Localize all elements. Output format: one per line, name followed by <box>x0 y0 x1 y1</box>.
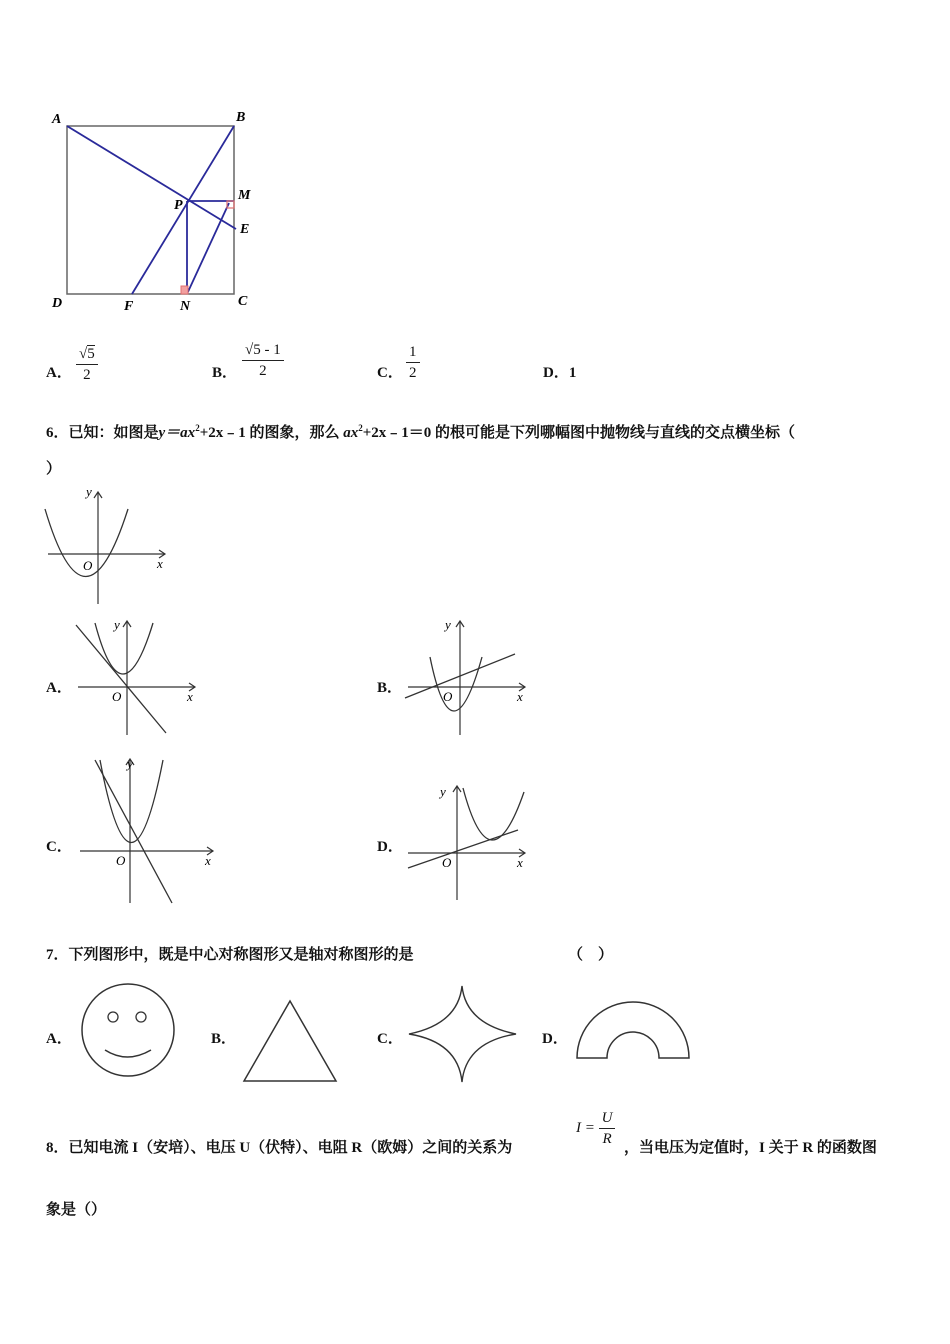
q6-question-text <box>46 421 795 442</box>
q6-y-eq: y＝ax <box>158 425 196 441</box>
q5-option-b-letter: B． <box>212 365 238 381</box>
q6-main-y-label: y <box>86 484 92 499</box>
q6-b-o-label: O <box>443 689 453 704</box>
q6-main-o-label: O <box>83 558 93 573</box>
q6-option-a-letter: A． <box>46 680 72 696</box>
line-nm <box>187 203 229 294</box>
q8-question-text-after: ，当电压为定值时，I 关于 R 的函数图 <box>624 1140 877 1156</box>
q5-a-num: 5 <box>87 346 95 362</box>
q6-d-x-label: x <box>517 855 523 870</box>
q8-formula <box>576 1108 615 1149</box>
q5-option-d-value: 1 <box>568 365 577 381</box>
line-bf <box>132 126 234 294</box>
q6-after-ax: +2x﹣1＝0 的根可能是下列哪幅图中抛物线与直线的交点横坐标（ <box>362 425 796 441</box>
q7-option-a-letter: A． <box>46 1031 72 1047</box>
q6-option-b-letter: B． <box>377 680 403 696</box>
q6-b-x-label: x <box>517 689 523 704</box>
q6-main-graph <box>40 484 175 609</box>
q8-question-text-before: 8．已知电流 I（安培）、电压 U（伏特）、电阻 R（欧姆）之间的关系为 <box>46 1140 513 1156</box>
q6-a-o-label: O <box>112 689 122 704</box>
q6-a-y-label: y <box>114 617 120 632</box>
q5-b-den: 2 <box>259 363 267 379</box>
right-angle-n <box>181 286 188 294</box>
q6-c-y-label: y <box>127 756 133 771</box>
q6-exp-1: 2 <box>195 423 200 433</box>
q7-four-point-star-figure[interactable] <box>405 982 520 1086</box>
q6-main-x-label: x <box>157 556 163 571</box>
label-b: B <box>236 110 246 125</box>
q8-question-line2: 象是（） <box>46 1202 107 1218</box>
q6-d-y-label: y <box>440 784 446 799</box>
q7-triangle-figure[interactable] <box>240 995 340 1087</box>
q6-option-b-graph[interactable] <box>400 615 535 740</box>
q6-d-o-label: O <box>442 855 452 870</box>
line-ae <box>67 126 236 229</box>
q6-option-c-graph[interactable] <box>75 755 220 905</box>
q6-option-d-graph[interactable] <box>400 780 535 905</box>
q6-c-x-label: x <box>205 853 211 868</box>
q5-b-num: 5 - 1 <box>253 342 281 358</box>
q8-formula-fraction <box>599 1108 616 1149</box>
q6-exp-2: 2 <box>358 423 363 433</box>
q6-option-a-graph[interactable] <box>70 615 205 740</box>
label-c: C <box>238 294 248 309</box>
label-a: A <box>52 112 62 127</box>
label-d: D <box>52 296 63 311</box>
q5-option-c-fraction <box>406 342 420 383</box>
q6-after-y: +2x﹣1 的图象，那么 <box>199 425 340 441</box>
q5-c-den: 2 <box>409 365 417 381</box>
label-e: E <box>240 222 250 237</box>
q5-option-c-letter: C． <box>377 365 403 381</box>
q8-formula-den: R <box>602 1131 612 1147</box>
q8-formula-lhs: I = <box>576 1120 595 1136</box>
q7-question-text: 7．下列图形中，既是中心对称图形又是轴对称图形的是 <box>46 947 414 963</box>
q7-smiley-face-figure[interactable] <box>78 980 178 1080</box>
q6-option-c-letter: C． <box>46 839 72 855</box>
q7-arch-figure[interactable] <box>571 990 696 1070</box>
q6-a-x-label: x <box>187 689 193 704</box>
q5-option-d <box>543 361 576 382</box>
q5-option-b-fraction: $\frac{√5 - 1}{2}$ <box>242 340 284 381</box>
q5-option-a-fraction: $\frac{√5}{2}$ <box>76 344 98 385</box>
q6-question-line2: ） <box>46 461 62 477</box>
q7-option-c-letter: C． <box>377 1031 403 1047</box>
q7-option-d-letter: D． <box>542 1031 568 1047</box>
q7-option-b-letter: B． <box>211 1031 237 1047</box>
square-abcd <box>67 126 234 294</box>
q6-option-d-letter: D． <box>377 839 403 855</box>
q6-prefix: 6．已知：如图是 <box>46 425 159 441</box>
q6-b-y-label: y <box>445 617 451 632</box>
q7-answer-paren: （ ） <box>568 947 614 963</box>
q6-c-o-label: O <box>116 853 126 868</box>
q5-option-d-letter: D． <box>543 365 569 381</box>
label-p: P <box>174 198 183 213</box>
label-m: M <box>238 188 251 203</box>
q5-geometry-figure <box>40 105 270 320</box>
q5-c-num: 1 <box>406 342 420 363</box>
q5-option-a-letter: A． <box>46 365 72 381</box>
q6-ax: ax <box>343 425 359 441</box>
label-n: N <box>180 299 191 314</box>
q5-a-den: 2 <box>83 367 91 383</box>
q8-formula-num: U <box>599 1108 616 1129</box>
label-f: F <box>124 299 134 314</box>
